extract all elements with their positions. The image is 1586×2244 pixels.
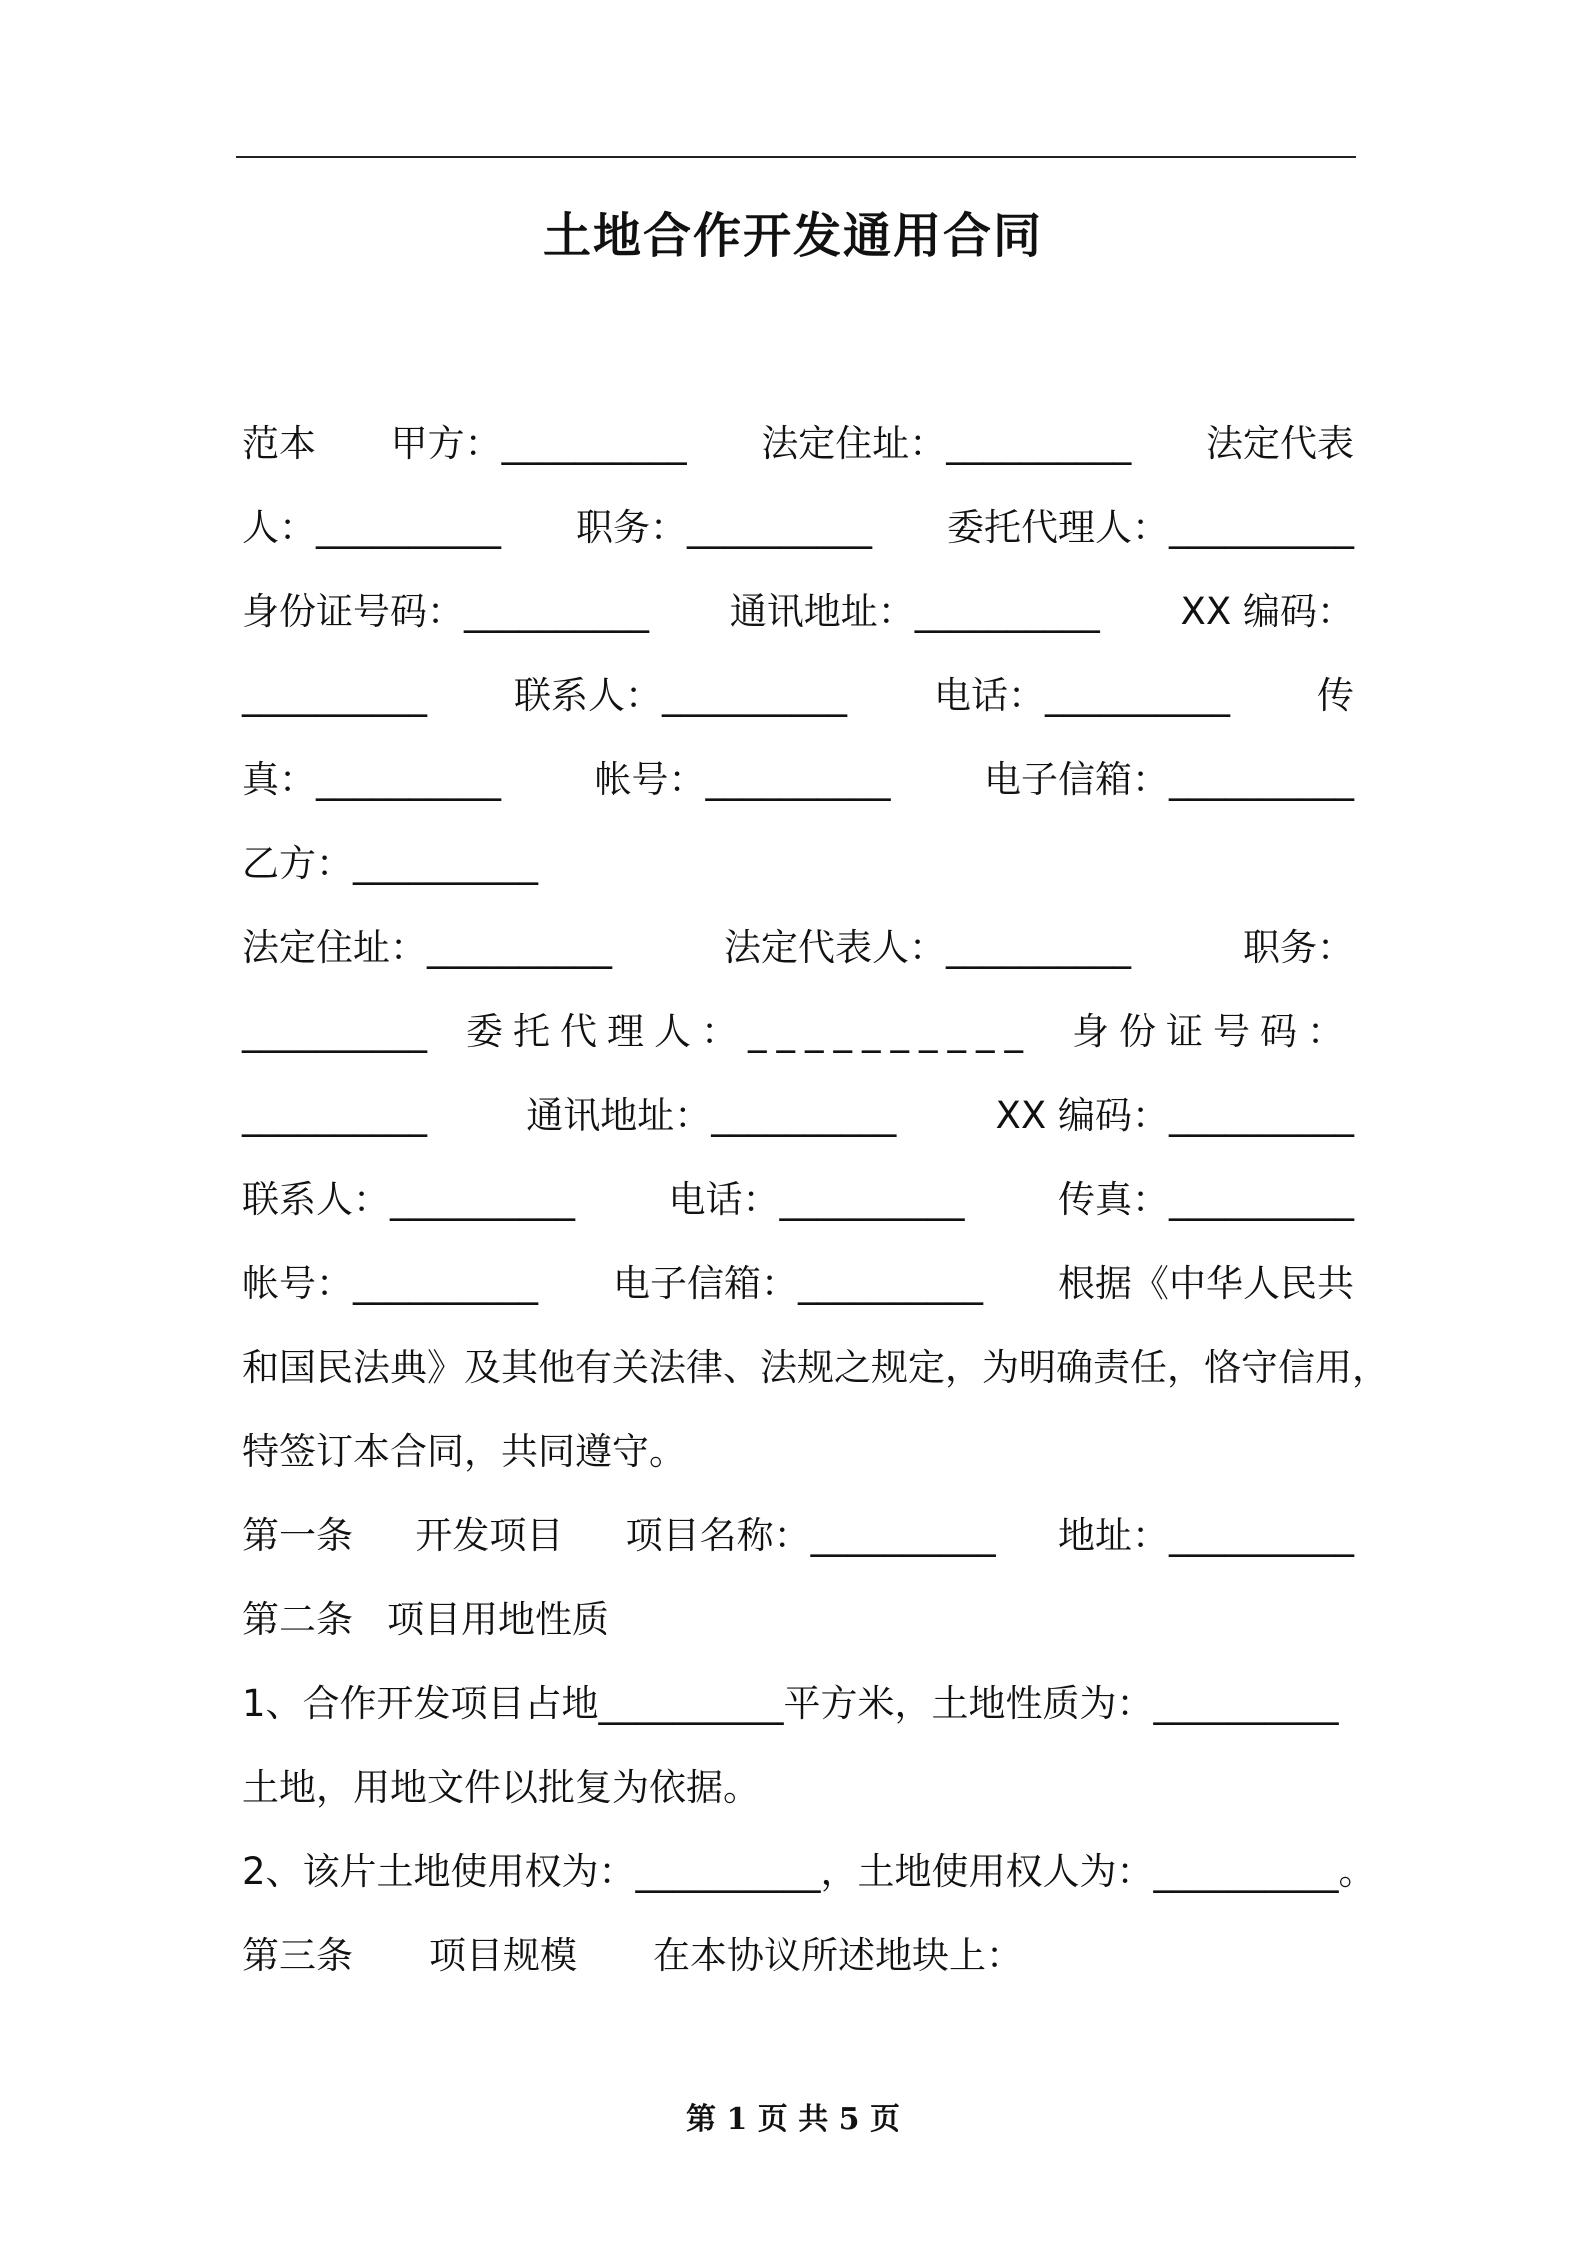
text-line [242, 1494, 1354, 1578]
text-line [242, 1326, 1389, 1410]
text-segment: XX 编码： [1180, 590, 1354, 633]
text-segment: 在本协议所述地块上： [653, 1934, 1023, 1977]
text-line [242, 1662, 1354, 1746]
text-segment: 法定住址：__________ [761, 422, 1132, 465]
text-line [242, 990, 1354, 1074]
text-segment: 电话：__________ [934, 674, 1230, 717]
text-segment: 法定代表人：__________ [724, 926, 1131, 969]
text-segment: __________ [242, 1010, 427, 1053]
header-rule [236, 156, 1356, 158]
text-segment: 项目名称：__________ [625, 1514, 996, 1557]
text-segment: 地址：__________ [1057, 1514, 1354, 1557]
text-segment: 土地，用地文件以批复为依据。 [242, 1766, 760, 1809]
text-segment: 2、该片土地使用权为：__________，土地使用权人为：__________。 [242, 1850, 1376, 1893]
text-line [242, 570, 1354, 654]
text-line [242, 1242, 1354, 1326]
document-title: 土地合作开发通用合同 [542, 208, 1043, 264]
text-segment: 真：__________ [242, 758, 501, 801]
text-line [242, 1074, 1354, 1158]
page-number: 第 1 页 共 5 页 [686, 2102, 900, 2137]
text-line [242, 402, 1354, 486]
text-line [242, 1158, 1354, 1242]
text-segment: 和国民法典》及其他有关法律、法规之规定，为明确责任，恪守信用， [242, 1346, 1389, 1389]
text-segment: 联系人：__________ [242, 1178, 575, 1221]
text-line [242, 822, 1354, 906]
text-segment: 传 [1317, 674, 1354, 717]
text-segment: 职务： [1243, 926, 1354, 969]
text-segment: 甲方：__________ [390, 422, 687, 465]
text-segment: 法定住址：__________ [242, 926, 612, 969]
text-line [242, 738, 1354, 822]
text-segment: __________ [242, 1094, 427, 1137]
text-segment: 乙方：__________ [242, 842, 538, 885]
text-segment: 委托代理人：__________ [947, 506, 1354, 549]
text-segment: 项目规模 [429, 1934, 577, 1977]
text-line [242, 1410, 1354, 1494]
text-segment: 第三条 [242, 1934, 353, 1977]
text-line [242, 906, 1354, 990]
text-segment: 1、合作开发项目占地__________平方米，土地性质为：__________ [242, 1682, 1339, 1725]
text-segment: 通讯地址：__________ [729, 590, 1100, 633]
text-line [242, 1746, 1354, 1830]
text-segment: 特签订本合同，共同遵守。 [242, 1430, 686, 1473]
text-segment: 电子信箱：__________ [984, 758, 1354, 801]
document-body [242, 402, 1389, 1998]
text-segment: 帐号：__________ [594, 758, 891, 801]
text-segment: 第二条 [242, 1598, 353, 1641]
text-segment: XX 编码：__________ [995, 1094, 1354, 1137]
text-segment: 帐号：__________ [242, 1262, 538, 1305]
text-line [242, 1578, 1354, 1662]
text-segment: 职务：__________ [576, 506, 872, 549]
text-segment: 法定代表 [1205, 422, 1354, 465]
text-segment: 项目用地性质 [387, 1598, 609, 1641]
text-segment: 开发项目 [415, 1514, 564, 1557]
text-segment: 通讯地址：__________ [526, 1094, 897, 1137]
text-segment: 人：__________ [242, 506, 501, 549]
text-segment: 联系人：__________ [514, 674, 847, 717]
text-segment: 根据《中华人民共 [1058, 1262, 1354, 1305]
text-segment: 身份证号码：__________ [242, 590, 649, 633]
text-line [242, 486, 1354, 570]
text-segment: 电子信箱：__________ [613, 1262, 983, 1305]
text-segment: __________ [242, 674, 427, 717]
text-segment: 电话：__________ [668, 1178, 965, 1221]
text-line [242, 1830, 1376, 1914]
text-line [242, 1914, 1354, 1998]
text-segment: 范本 [242, 422, 316, 465]
text-segment: 身份证号码： [1072, 1010, 1354, 1053]
text-segment: 委托代理人：__________ [466, 1010, 1033, 1053]
text-segment: 第一条 [242, 1514, 353, 1557]
text-segment: 传真：__________ [1058, 1178, 1354, 1221]
text-line [242, 654, 1354, 738]
